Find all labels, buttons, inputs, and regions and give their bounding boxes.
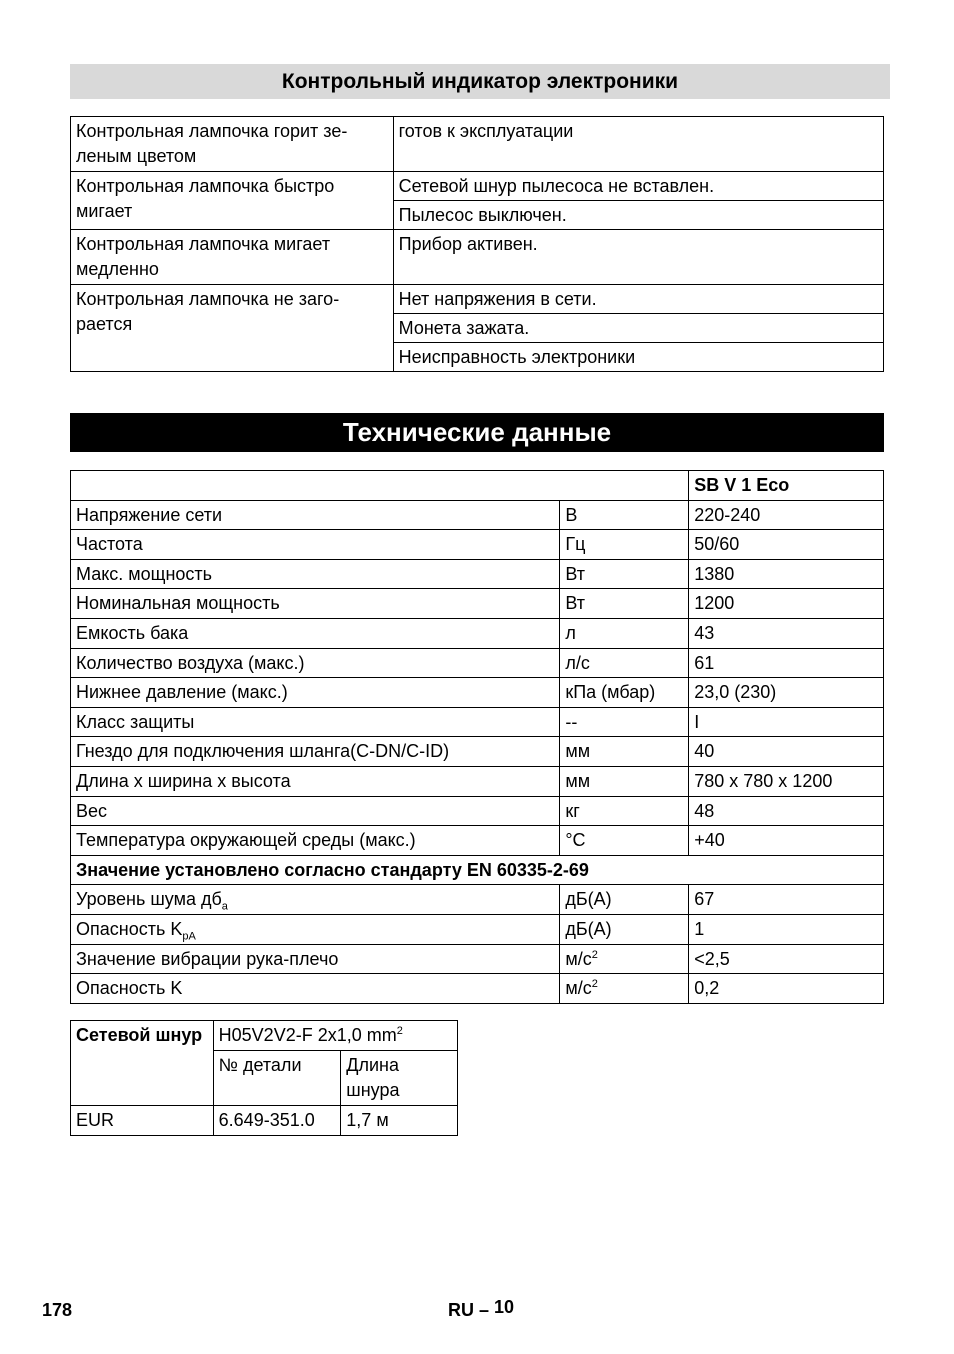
table-row: [71, 885, 884, 915]
table-row: [71, 230, 884, 285]
param-label: Гнездо для подключения шланга(C-DN/C-ID): [71, 737, 560, 767]
param-unit: [560, 944, 689, 974]
param-value: 67: [689, 885, 884, 915]
param-value: 1380: [689, 559, 884, 589]
table-row: [71, 530, 884, 560]
vibrisk-unit-sup: 2: [591, 978, 598, 991]
param-label: [71, 914, 560, 944]
indicator-condition: Контрольная лампочка мигает медленно: [71, 230, 394, 285]
param-unit: °С: [560, 826, 689, 856]
param-label: Количество воздуха (макс.): [71, 648, 560, 678]
table-row: [71, 974, 884, 1004]
noise-level-label: Уровень шума дб: [76, 889, 222, 910]
param-unit: кг: [560, 796, 689, 826]
param-unit: [560, 974, 689, 1004]
param-value: 1200: [689, 589, 884, 619]
param-value: 61: [689, 648, 884, 678]
param-value: 50/60: [689, 530, 884, 560]
param-unit: мм: [560, 766, 689, 796]
section-title-indicator: Контрольный индикатор электроники: [70, 64, 890, 99]
param-unit: --: [560, 707, 689, 737]
param-value: 0,2: [689, 974, 884, 1004]
param-value: 1: [689, 914, 884, 944]
param-value: 780 x 780 x 1200: [689, 766, 884, 796]
param-label: [71, 885, 560, 915]
param-label: Опасность K: [71, 974, 560, 1004]
page-number: 178: [42, 1300, 73, 1320]
section-title-tech-data: Технические данные: [70, 413, 884, 452]
vibrisk-unit: м/с: [565, 978, 592, 999]
cord-part-number: 6.649-351.0: [213, 1106, 341, 1136]
length-header: Длина шнура: [341, 1051, 458, 1106]
table-row: [71, 944, 884, 974]
param-label: Напряжение сети: [71, 500, 560, 530]
indicator-state: Неисправность электроники: [393, 343, 883, 372]
param-value: 40: [689, 737, 884, 767]
param-unit: кПа (мбар): [560, 678, 689, 708]
footer-dash: –: [479, 1300, 490, 1320]
param-unit: Вт: [560, 589, 689, 619]
indicator-state: Монета зажата.: [393, 314, 883, 343]
indicator-condition: Контрольная лампочка горит зе-леным цветом: [71, 117, 394, 172]
param-value: 23,0 (230): [689, 678, 884, 708]
param-unit: В: [560, 500, 689, 530]
indicator-state: Сетевой шнур пылесоса не вставлен.: [393, 172, 883, 201]
param-label: Температура окружающей среды (макс.): [71, 826, 560, 856]
param-label: Значение вибрации рука-плечо: [71, 944, 560, 974]
model-header: SB V 1 Eco: [689, 471, 884, 501]
noise-risk-label: Опасность K: [76, 918, 183, 939]
param-value: 43: [689, 618, 884, 648]
param-label: Номинальная мощность: [71, 589, 560, 619]
cord-type-text: H05V2V2-F 2x1,0 mm: [218, 1025, 397, 1045]
header-blank: [71, 471, 689, 501]
footer-lang: [448, 1297, 515, 1321]
indicator-state: Нет напряжения в сети.: [393, 285, 883, 314]
param-unit: Вт: [560, 559, 689, 589]
table-row: [71, 766, 884, 796]
param-unit: Гц: [560, 530, 689, 560]
table-row: [71, 737, 884, 767]
table-row: [71, 678, 884, 708]
vib-unit-sup: 2: [591, 948, 598, 961]
indicator-state: Прибор активен.: [393, 230, 883, 285]
table-row: [71, 589, 884, 619]
param-label: Макс. мощность: [71, 559, 560, 589]
param-unit: мм: [560, 737, 689, 767]
indicator-table: [70, 116, 884, 372]
noise-risk-sub: pA: [182, 930, 196, 943]
noise-level-sub: a: [221, 900, 228, 913]
footer-section-number: 10: [494, 1297, 515, 1317]
cord-type: [213, 1021, 457, 1051]
power-cord-table: [70, 1020, 458, 1136]
standard-note: Значение установлено согласно стандарту EN 60335-2-69: [71, 855, 884, 885]
table-row: [71, 914, 884, 944]
tech-data-table: [70, 470, 884, 1004]
part-header: № детали: [213, 1051, 341, 1106]
vib-unit: м/с: [565, 948, 592, 969]
cord-region: EUR: [71, 1106, 214, 1136]
table-row: [71, 707, 884, 737]
table-row: [71, 796, 884, 826]
param-label: Емкость бака: [71, 618, 560, 648]
param-value: I: [689, 707, 884, 737]
table-row: [71, 648, 884, 678]
table-row: [71, 1106, 458, 1136]
cord-length: 1,7 м: [341, 1106, 458, 1136]
table-row: [71, 826, 884, 856]
param-value: 48: [689, 796, 884, 826]
param-value: +40: [689, 826, 884, 856]
table-row: [71, 1021, 458, 1051]
cord-label: Сетевой шнур: [71, 1021, 214, 1106]
table-row: [71, 117, 884, 172]
param-unit: л: [560, 618, 689, 648]
table-row: [71, 855, 884, 885]
indicator-condition: Контрольная лампочка быстро мигает: [71, 172, 394, 230]
param-unit: л/с: [560, 648, 689, 678]
param-label: Частота: [71, 530, 560, 560]
param-value: <2,5: [689, 944, 884, 974]
table-row: [71, 618, 884, 648]
param-label: Вес: [71, 796, 560, 826]
indicator-condition: Контрольная лампочка не заго-рается: [71, 285, 394, 372]
footer-lang-code: RU: [448, 1300, 474, 1320]
param-label: Класс защиты: [71, 707, 560, 737]
param-unit: дБ(А): [560, 914, 689, 944]
cord-type-sup: 2: [396, 1025, 403, 1037]
indicator-state: готов к эксплуатации: [393, 117, 883, 172]
param-label: Нижнее давление (макс.): [71, 678, 560, 708]
table-row: [71, 500, 884, 530]
param-value: 220-240: [689, 500, 884, 530]
indicator-state: Пылесос выключен.: [393, 201, 883, 230]
table-row: [71, 172, 884, 201]
table-row: [71, 559, 884, 589]
table-row: [71, 285, 884, 314]
table-header-row: [71, 471, 884, 501]
param-unit: дБ(А): [560, 885, 689, 915]
param-label: Длина x ширина x высота: [71, 766, 560, 796]
